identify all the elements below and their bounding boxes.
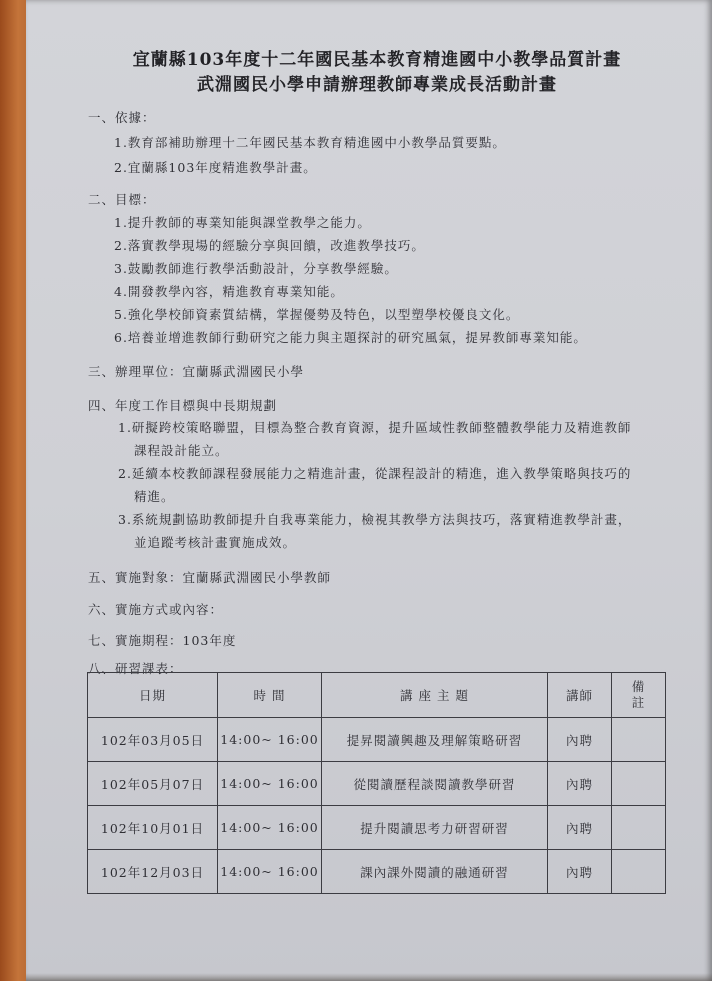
section-heading-method: 六、實施方式或內容： (88, 602, 224, 617)
cell-time: 14:00~ 16:00 (218, 718, 322, 762)
list-item: 5.強化學校師資素質結構，掌握優勢及特色，以型塑學校優良文化。 (114, 307, 520, 322)
table-row (88, 850, 666, 894)
section-heading-goals: 二、目標： (88, 192, 156, 207)
cell-speaker: 內聘 (548, 718, 612, 762)
cell-date: 102年12月03日 (88, 850, 218, 894)
cell-time: 14:00~ 16:00 (218, 850, 322, 894)
column-header-topic: 講 座 主 題 (322, 673, 548, 718)
section-heading-organizer: 三、辦理單位：宜蘭縣武淵國民小學 (88, 364, 305, 379)
cell-note (612, 806, 666, 850)
list-item: 2.落實教學現場的經驗分享與回饋，改進教學技巧。 (114, 238, 425, 253)
column-header-speaker: 講師 (548, 673, 612, 718)
cell-topic: 提昇閱讀興趣及理解策略研習 (322, 718, 548, 762)
section-heading-target: 五、實施對象：宜蘭縣武淵國民小學教師 (88, 570, 332, 585)
column-header-time: 時 間 (218, 673, 322, 718)
cell-speaker: 內聘 (548, 850, 612, 894)
column-header-date: 日期 (88, 673, 218, 718)
note-header-top: 備 (631, 679, 646, 694)
cell-topic: 提升閱讀思考力研習研習 (322, 806, 548, 850)
note-header-bottom: 註 (631, 695, 646, 710)
table-row (88, 718, 666, 762)
list-item: 2.延續本校教師課程發展能力之精進計畫，從課程設計的精進，進入教學策略與技巧的 (118, 466, 632, 481)
cell-time: 14:00~ 16:00 (218, 806, 322, 850)
list-item: 3.鼓勵教師進行教學活動設計，分享教學經驗。 (114, 261, 398, 276)
schedule-table (87, 672, 666, 894)
list-item: 1.提升教師的專業知能與課堂教學之能力。 (114, 215, 371, 230)
cell-topic: 課內課外閱讀的融通研習 (322, 850, 548, 894)
list-item: 2.宜蘭縣103年度精進教學計畫。 (114, 160, 317, 175)
table-row (88, 806, 666, 850)
list-item: 1.教育部補助辦理十二年國民基本教育精進國中小教學品質要點。 (114, 135, 506, 150)
cell-date: 102年05月07日 (88, 762, 218, 806)
list-item: 1.研擬跨校策略聯盟，目標為整合教育資源，提升區域性教師整體教學能力及精進教師 (118, 420, 632, 435)
list-item: 4.開發教學內容，精進教育專業知能。 (114, 284, 344, 299)
cell-time: 14:00~ 16:00 (218, 762, 322, 806)
page-shadow (26, 973, 712, 981)
cell-note (612, 718, 666, 762)
cell-speaker: 內聘 (548, 762, 612, 806)
document-page (26, 0, 712, 981)
table-header-row (88, 673, 666, 718)
cell-topic: 從閱讀歷程談閱讀教學研習 (322, 762, 548, 806)
cell-date: 102年03月05日 (88, 718, 218, 762)
document-title: 宜蘭縣103年度十二年國民基本教育精進國中小教學品質計畫 (132, 50, 622, 70)
cell-speaker: 內聘 (548, 806, 612, 850)
section-heading-plan: 四、年度工作目標與中長期規劃 (88, 398, 278, 413)
cell-date: 102年10月01日 (88, 806, 218, 850)
list-item: 6.培養並增進教師行動研究之能力與主題探討的研究風氣，提昇教師專業知能。 (114, 330, 587, 345)
cell-note (612, 762, 666, 806)
list-item-continuation: 精進。 (134, 489, 175, 504)
section-heading-schedule: 八、研習課表： (88, 661, 183, 676)
list-item-continuation: 課程設計能立。 (134, 443, 229, 458)
list-item: 3.系統規劃協助教師提升自我專業能力，檢視其教學方法與技巧，落實精進教學計畫， (118, 512, 632, 527)
list-item-continuation: 並追蹤考核計畫實施成效。 (134, 535, 297, 550)
section-heading-basis: 一、依據： (88, 110, 156, 125)
cell-note (612, 850, 666, 894)
column-header-note (612, 673, 666, 718)
document-subtitle: 武淵國民小學申請辦理教師專業成長活動計畫 (197, 75, 557, 95)
section-heading-period: 七、實施期程：103年度 (88, 633, 237, 648)
table-row (88, 762, 666, 806)
